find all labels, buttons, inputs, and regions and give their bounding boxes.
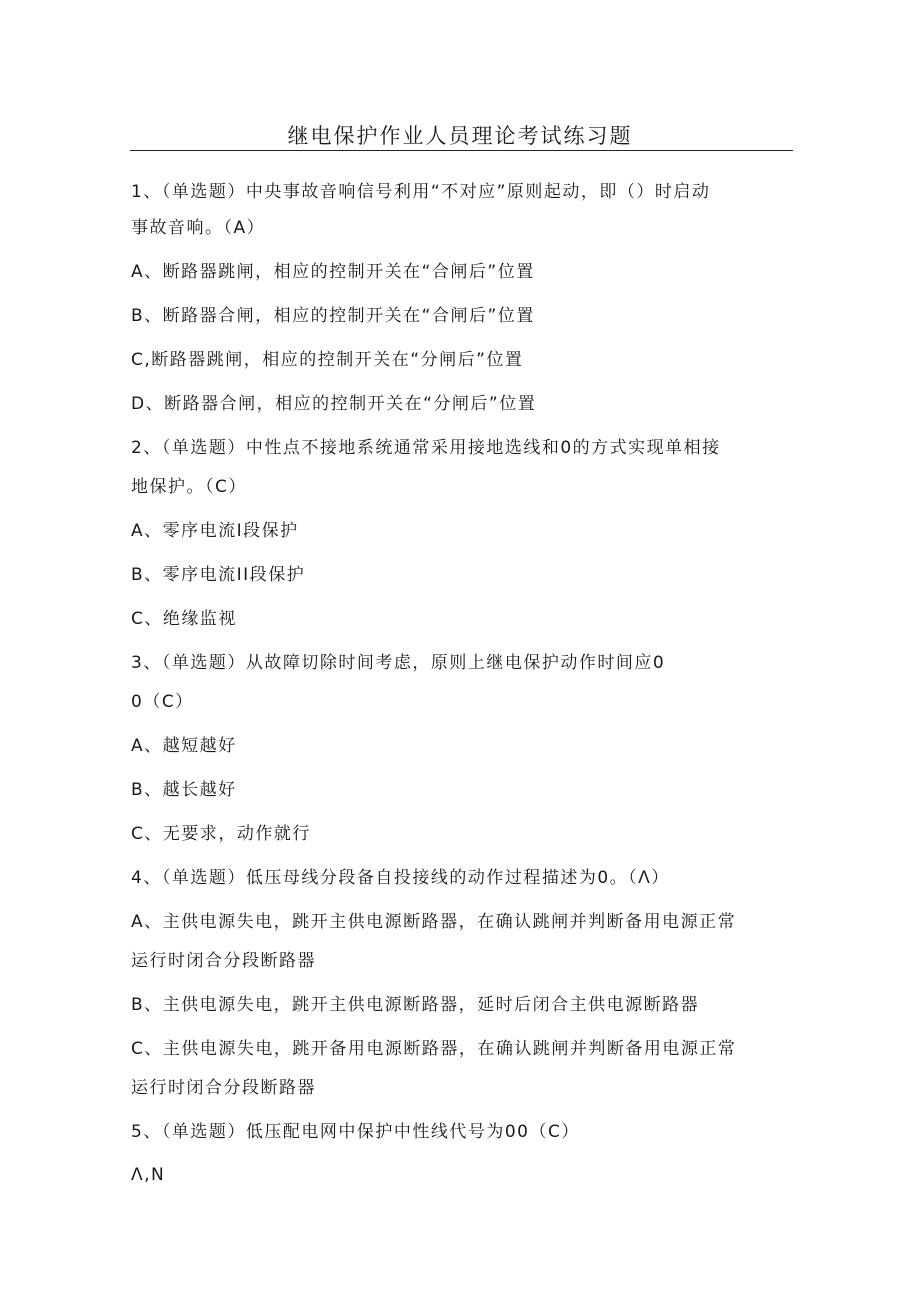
document-title: 继电保护作业人员理论考试练习题	[287, 124, 633, 148]
question-3-option-a: A、越短越好	[131, 736, 237, 756]
question-4-option-a: A、主供电源失电，跳开主供电源断路器，在确认跳闸并判断备用电源正常	[131, 912, 737, 932]
question-1-stem-cont: 事故音响。（A）	[131, 218, 266, 238]
question-2-stem-cont: 地保护。（C）	[131, 477, 247, 497]
question-1-option-c: C,断路器跳闸，相应的控制开关在“分闸后”位置	[131, 350, 524, 370]
question-4-option-c-cont: 运行时闭合分段断路器	[131, 1078, 316, 1098]
question-2-option-c: C、绝缘监视	[131, 609, 237, 629]
question-5-stem: 5、（单选题）低压配电网中保护中性线代号为00（C）	[131, 1122, 580, 1142]
question-3-option-b: B、越长越好	[131, 780, 237, 800]
question-4-stem: 4、（单选题）低压母线分段备自投接线的动作过程描述为0。（Λ）	[131, 868, 670, 888]
question-3-option-c: C、无要求，动作就行	[131, 824, 311, 844]
question-2-option-b: B、零序电流II段保护	[131, 565, 306, 585]
question-2-stem: 2、（单选题）中性点不接地系统通常采用接地选线和0的方式实现单相接	[131, 438, 721, 458]
question-2-option-a: A、零序电流I段保护	[131, 521, 299, 541]
question-1-option-a: A、断路器跳闸，相应的控制开关在“合闸后”位置	[131, 262, 535, 282]
question-3-stem: 3、（单选题）从故障切除时间考虑，原则上继电保护动作时间应0	[131, 653, 666, 673]
question-4-option-a-cont: 运行时闭合分段断路器	[131, 951, 316, 971]
question-5-option-a: Λ,N	[131, 1165, 166, 1185]
question-4-option-b: B、主供电源失电，跳开主供电源断路器，延时后闭合主供电源断路器	[131, 995, 700, 1015]
question-3-stem-cont: 0（C）	[131, 692, 194, 712]
question-1-option-d: D、断路器合闸，相应的控制开关在“分闸后”位置	[131, 394, 537, 414]
question-1-stem: 1、（单选题）中央事故音响信号利用“不对应”原则起动，即（）时启动	[131, 182, 711, 202]
question-1-option-b: B、断路器合闸，相应的控制开关在“合闸后”位置	[131, 306, 535, 326]
question-4-option-c: C、主供电源失电，跳开备用电源断路器，在确认跳闸并判断备用电源正常	[131, 1039, 737, 1059]
title-divider	[130, 150, 793, 151]
